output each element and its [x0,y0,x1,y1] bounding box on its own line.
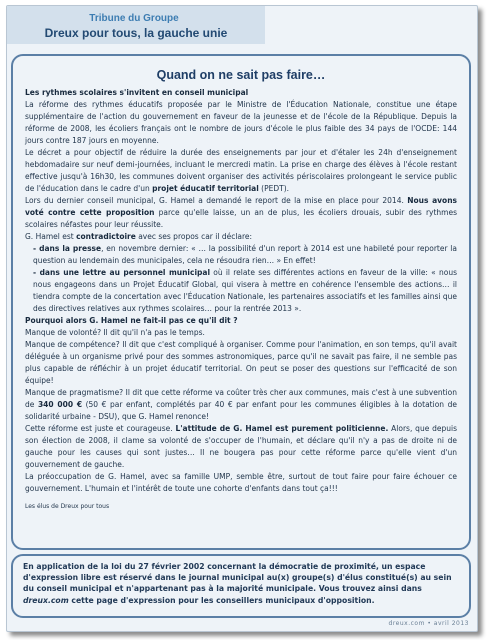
paragraph-volonte: Manque de volonté? Il dit qu'il n'a pas le temps. [25,328,205,337]
page-credit: dreux.com • avril 2013 [388,620,469,627]
article-body [25,87,457,513]
paragraph-conseil: Lors du dernier conseil municipal, G. Hamel a demandé le report de la mise en place pour 2014. Nous avons voté contre cette proposition parce qu'elle laisse, un an de plus, les écoliers drouais, subir des rythmes scolaires néfastes pour leur réussite. [25,196,458,229]
signature: Les élus de Dreux pour tous [25,503,110,510]
paragraph-pragmatisme: Manque de pragmatisme? Il dit que cette réforme va coûter très cher aux communes, mais c'est à une subvention de 340 000 € (50 € par enfant, complétés par 40 € par enfant pour les communes éligibles à la dotation de solidarité urbaine - DSU), que G. Hamel renonce! [25,388,457,421]
article-subtitle: Les rythmes scolaires s'invitent en conseil municipal [25,88,249,97]
legal-notice-box [11,554,471,618]
legal-notice: En application de la loi du 27 février 2002 concernant la démocratie de proximité, un espace d'expression libre est réservé dans le journal municipal au(x) groupe(s) d'élus constitué(s) au sein du conseil municipal et n'appartenant pas à la majorité municipale. Vous trouvez ainsi dans dreux.com cette page d'expression pour les conseillers municipaux d'opposition. [23,562,452,605]
paragraph-preoccupation: La préoccupation de G. Hamel, avec sa famille UMP, semble être, surtout de tout faire pour faire échouer ce gouvernement. L'humain et l'intérêt de toute une cohorte d'enfants dans tout ça!!! [25,472,457,493]
paragraph-competence: Manque de compétence? Il dit que c'est compliqué à organiser. Comme pour l'animation, en son temps, qu'il avait déléguée à un organisme privé pour des sommes astronomiques, parce qu'il ne savait pas faire, il ne semble pas plus capable de réfléchir à un projet éducatif territorial. On peut se poser des questions sur l'efficacité de son équipe! [25,340,457,385]
question-heading: Pourquoi alors G. Hamel ne fait-il pas ce qu'il dit ? [25,316,238,325]
article-frame [11,54,471,550]
group-name: Dreux pour tous, la gauche unie [44,26,228,40]
bullet-lettre: - dans une lettre au personnel municipal où il relate ses différentes actions en faveur de la ville: « nous nous engageons dans un Projet Éducatif Global, qui visera à mettre en cohérence l'ensemble des actions… il tiendra compte de la concertation avec l'Éducation Nationale, les partenaires associatifs et les familles ainsi que des directives relatives aux rythmes scolaires… pour la rentrée 2013 ». [33,268,457,313]
site-name: dreux.com [23,595,69,605]
bullet-presse: - dans la presse, en novembre dernier: « … la possibilité d'un report à 2014 est une habileté pour reporter la question au lendemain des municipales, cela ne résoudra rien… » En effet! [33,244,457,265]
paragraph-reforme: La réforme des rythmes éducatifs proposée par le Ministre de l'Éducation Nationale, constitue une étape supplémentaire de l'action du gouvernement en faveur de la jeunesse et de l'école de la République. Depuis la réforme de 2008, les écoliers français ont le nombre de jours d'école le plus faible des 34 pays de l'OCDE: 144 jours contre 187 jours en moyenne. [25,100,457,145]
tribune-page [6,5,478,632]
tribune-label: Tribune du Groupe [89,13,179,24]
header-band [7,6,265,44]
article-title: Quand on ne sait pas faire… [156,68,326,82]
paragraph-attitude: Cette réforme est juste et courageuse. L'attitude de G. Hamel est purement politicienne. Alors, que depuis son élection de 2008, il clame sa volonté de s'occuper de l'humain, et déclare qu'il n'y a pas de droite ni de gauche pour les causes qui sont justes… Il ne bougera pas pour cette réforme parce qu'elle vient d'un gouvernement de gauche. [25,424,458,469]
paragraph-decret: Le décret a pour objectif de réduire la durée des enseignements par jour et d'étaler les 24h d'enseignement hebdomadaire sur neuf demi-journées, incluant le mercredi matin. La prise en charge des élèves à l'école restant effective jusqu'à 16h30, les communes doivent organiser des activités périscolaires prolongeant le service public de l'éducation dans le cadre d'un projet éducatif territorial (PEDT). [25,148,457,193]
paragraph-contradictoire: G. Hamel est contradictoire avec ses propos car il déclare: [25,232,253,241]
